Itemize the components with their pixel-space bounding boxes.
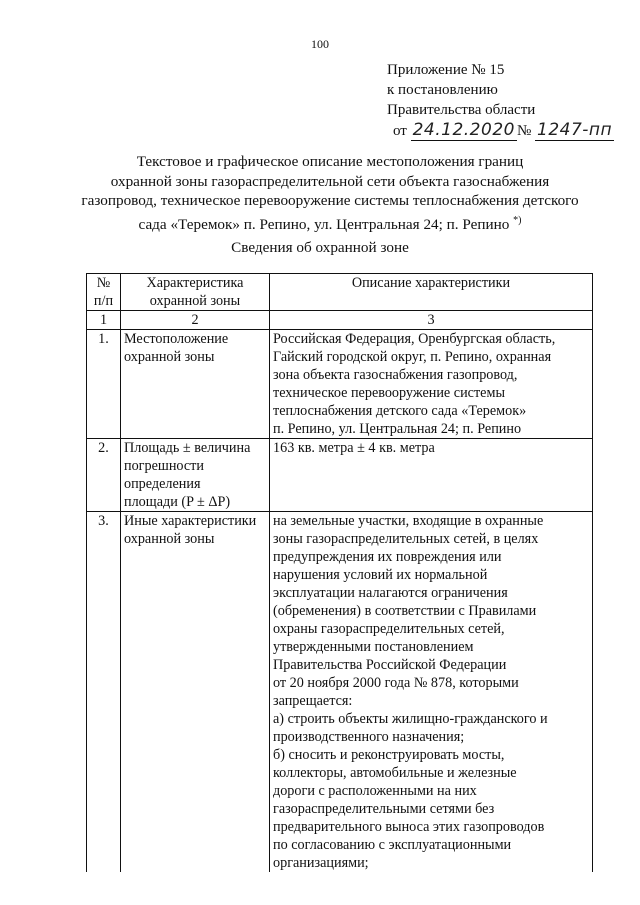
description-line: (обременения) в соответствии с Правилами — [273, 603, 537, 619]
page-number: 100 — [311, 37, 329, 51]
characteristic-line: погрешности — [124, 458, 204, 474]
index-cell-2: 2 — [121, 311, 270, 330]
header-char-line-1: Характеристика — [146, 275, 244, 291]
description-line: организациями; — [273, 855, 369, 871]
table-row — [87, 330, 593, 439]
description-line: а) строить объекты жилищно-гражданского и — [273, 711, 548, 727]
description-line: от 20 ноября 2000 года № 878, которыми — [273, 675, 519, 691]
description-line: зоны газораспределительных сетей, в целях — [273, 531, 539, 547]
title-line-2: охранной зоны газораспределительной сети объекта газоснабжения — [110, 172, 550, 190]
characteristic-line: охранной зоны — [124, 531, 215, 547]
characteristic-line: площади (P ± ΔP) — [124, 494, 231, 510]
title-line-4-wrap — [60, 211, 600, 235]
characteristic-line: определения — [124, 476, 201, 492]
table-index-row — [87, 311, 593, 330]
appendix-line-3: Правительства области — [387, 102, 536, 118]
table-header-row — [87, 274, 593, 311]
row-characteristic — [121, 439, 270, 512]
title-line-1: Текстовое и графическое описание местоположения границ — [136, 153, 524, 170]
description-line: предупреждения их повреждения или — [273, 549, 502, 565]
description-line: нарушения условий их нормальной — [273, 567, 488, 583]
characteristic-line: Местоположение — [124, 331, 229, 347]
header-char-line-2: охранной зоны — [149, 293, 241, 309]
description-line: Правительства Российской Федерации — [273, 657, 507, 673]
number-value: 1247-пп — [537, 120, 613, 140]
appendix-line-2: к постановлению — [387, 82, 498, 98]
row-number: 1. — [87, 330, 121, 439]
appendix-line-1: Приложение № 15 — [387, 62, 505, 78]
description-line: б) сносить и реконструировать мосты, — [273, 747, 505, 763]
description-line: охраны газораспределительных сетей, — [273, 621, 505, 637]
description-line: Гайский городской округ, п. Репино, охранная — [273, 349, 552, 365]
description-line: по согласованию с эксплуатационными — [273, 837, 512, 853]
title-line-3: газопровод, техническое перевооружение системы теплоснабжения детского — [81, 192, 579, 209]
description-line: утвержденными постановлением — [273, 639, 474, 655]
row-number: 3. — [87, 512, 121, 873]
row-description — [270, 439, 593, 512]
header-description: Описание характеристики — [270, 274, 593, 311]
description-line: п. Репино, ул. Центральная 24; п. Репино — [273, 421, 522, 437]
row-number: 2. — [87, 439, 121, 512]
section-subtitle: Сведения об охранной зоне — [231, 239, 409, 256]
table-row — [87, 512, 593, 873]
description-line: на земельные участки, входящие в охранные — [273, 513, 544, 529]
title-line-4: сада «Теремок» п. Репино, ул. Центральная 24; п. Репино — [138, 215, 510, 233]
date-prefix: от — [393, 123, 407, 139]
appendix-block — [387, 60, 614, 141]
description-line: теплоснабжения детского сада «Теремок» — [273, 403, 527, 419]
row-characteristic — [121, 512, 270, 873]
header-characteristic — [121, 274, 270, 311]
characteristic-line: Площадь ± величина — [124, 440, 251, 456]
row-characteristic — [121, 330, 270, 439]
row-description — [270, 330, 593, 439]
description-line: эксплуатации налагаются ограничения — [273, 585, 508, 601]
document-title — [60, 152, 600, 234]
characteristic-line: Иные характеристики — [124, 513, 257, 529]
header-num-line-2: п/п — [93, 293, 114, 309]
row-description — [270, 512, 593, 873]
description-line: запрещается: — [273, 693, 353, 709]
header-num — [87, 274, 121, 311]
description-line: Российская Федерация, Оренбургская область, — [273, 331, 556, 347]
protected-zone-table — [86, 273, 593, 872]
table-row — [87, 439, 593, 512]
index-cell-3: 3 — [270, 311, 593, 330]
header-num-line-1: № — [96, 275, 111, 291]
description-line: коллекторы, автомобильные и железные — [273, 765, 517, 781]
date-value: 24.12.2020 — [412, 120, 515, 140]
description-line: техническое перевооружение системы — [273, 385, 505, 401]
description-line: 163 кв. метра ± 4 кв. метра — [273, 440, 435, 456]
footnote-mark: *) — [513, 214, 522, 226]
description-line: предварительного выноса этих газопроводов — [273, 819, 545, 835]
description-line: дороги с расположенными на них — [273, 783, 477, 799]
number-prefix: № — [516, 123, 532, 139]
index-cell-1: 1 — [87, 311, 121, 330]
description-line: зона объекта газоснабжения газопровод, — [273, 367, 518, 383]
characteristic-line: охранной зоны — [124, 349, 215, 365]
appendix-date-line — [393, 120, 614, 141]
description-line: производственного назначения; — [273, 729, 465, 745]
description-line: газораспределительными сетями без — [273, 801, 495, 817]
